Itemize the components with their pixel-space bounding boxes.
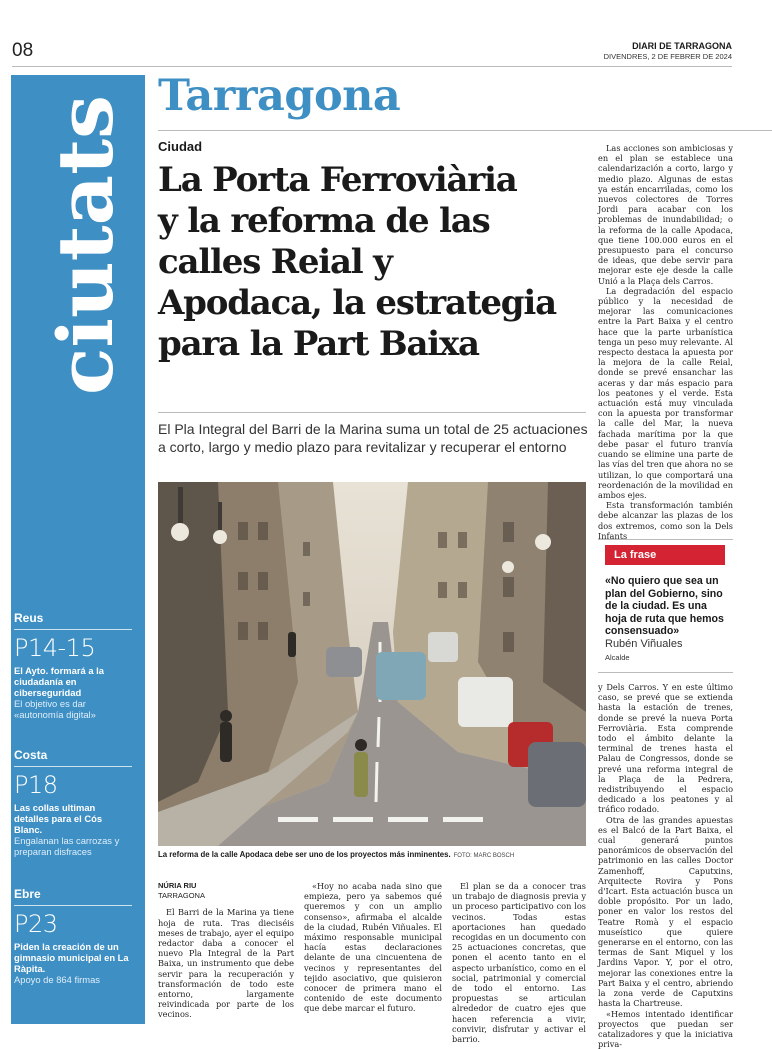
section-title-divider bbox=[158, 130, 772, 131]
body-paragraph: «Hoy no acaba nada sino que empieza, pero ya sabemos qué queremos y con un amplio consenso», afirmaba el alcalde de la ciudad, Rubén Viñuales. El máximo responsable municipal hacía estas declaraciones delante de una cincuentena de vecinos y representantes del tejido asociativo, que quisieron conocer de primera mano el contenido de este documento que debe marcar el futuro. bbox=[304, 881, 442, 1014]
sidebar-item-reus[interactable] bbox=[14, 611, 132, 720]
body-column-1 bbox=[158, 881, 294, 1020]
article-photo bbox=[158, 482, 586, 846]
section-title: Tarragona bbox=[158, 71, 400, 121]
headline-line: y la reforma de las bbox=[158, 201, 588, 242]
photo-caption bbox=[158, 850, 588, 859]
headline-line: para la Part Baixa bbox=[158, 324, 588, 365]
sidebar-region: Costa bbox=[14, 748, 132, 767]
subheadline-divider bbox=[158, 412, 586, 413]
caption-text: La reforma de la calle Apodaca debe ser uno de los proyectos más inminentes. bbox=[158, 850, 451, 859]
body-paragraph: El Barri de la Marina ya tiene hoja de ruta. Tras dieciséis meses de trabajo, ayer el equipo redactor daba a conocer el nuevo Pla Integral de la Part Baixa, un instrumento que debe servir para la recuperación y transformación de todo este entorno, largamente reivindicada por parte de los vecinos. bbox=[158, 907, 294, 1019]
section-vertical-title bbox=[14, 90, 134, 400]
article-kicker: Ciudad bbox=[158, 139, 202, 154]
body-paragraph: Las acciones son ambiciosas y en el plan se establece una calendarización a corto, largo y medio plazo. Algunas de estas ya están encarriladas, como los nuevos colectores de Torres Jordi para acabar con los problemas de inundabilidad; o la reforma de la calle Apodaca, que tiene 100.000 euros en el presupuesto para el concurso de ideas, que debe servir para mejorar este eje desde la calle Unió a la Plaça dels Carros. bbox=[598, 143, 733, 286]
photo-credit: FOTO: MARC BOSCH bbox=[454, 853, 515, 859]
author-city: TARRAGONA bbox=[158, 891, 294, 901]
quote-label: La frase bbox=[605, 545, 725, 565]
article-subheadline: El Pla Integral del Barri de la Marina suma un total de 25 actuaciones a corto, largo y medio plazo para revitalizar y recuperar el entorno bbox=[158, 420, 588, 456]
sidebar-headline: El Ayto. formará a la ciudadanía en ciberseguridad bbox=[14, 665, 132, 698]
quote-role: Alcalde bbox=[605, 653, 630, 662]
sidebar-region: Ebre bbox=[14, 887, 132, 906]
headline-line: Apodaca, la estrategia bbox=[158, 283, 588, 324]
sidebar-pages: P18 bbox=[14, 771, 132, 799]
body-column-2 bbox=[304, 881, 442, 1014]
article-headline bbox=[158, 160, 588, 365]
quote-author: Rubén Viñuales bbox=[605, 638, 682, 650]
quote-divider bbox=[598, 539, 733, 540]
body-paragraph: «Hemos intentado identificar proyectos que puedan ser catalizadores y que la iniciativa priva- bbox=[598, 1009, 733, 1049]
sidebar-item-ebre[interactable] bbox=[14, 887, 132, 985]
sidebar-region: Reus bbox=[14, 611, 132, 630]
sidebar-subtext: Apoyo de 864 firmas bbox=[14, 974, 132, 985]
sidebar-item-costa[interactable] bbox=[14, 748, 132, 857]
body-column-right-top bbox=[598, 143, 733, 541]
section-vertical-text: ciutats bbox=[41, 95, 130, 395]
page-number: 08 bbox=[12, 40, 33, 62]
headline-line: calles Reial y bbox=[158, 242, 588, 283]
sidebar-pages: P14-15 bbox=[14, 634, 132, 662]
body-paragraph: Otra de las grandes apuestas es el Balcó de la Part Baixa, el cual generará puntos panorámicos de observación del patrimonio en las calles Doctor Zamenhoff, Caputxins, Arquitecte Rovira y Pons d'Icart. Esta actuación busca un doble propósito. Por un lado, poner en valor los restos del Teatre Romà y el espacio museístico que quiere generarse en el entorno, con las termas de Sant Miquel y los Jardins Vapor. Y, por el otro, mejorar las conexiones entre la Part Baixa y el centro, abriendo la zona verde de Caputxins hasta la Chartreuse. bbox=[598, 815, 733, 1009]
publication-name: DIARI DE TARRAGONA bbox=[632, 41, 732, 51]
publication-date: DIVENDRES, 2 DE FEBRER DE 2024 bbox=[604, 52, 732, 61]
body-column-right-bottom bbox=[598, 682, 733, 1049]
body-paragraph: La degradación del espacio público y la necesidad de mejorar las comunicaciones entre la Part Baixa y el centro hace que la parte urbanística tenga un peso muy relevante. Al respecto destaca la apuesta por la mejora de la calle Reial, donde se prevé ensanchar las aceras y dar más espacio para los peatones y el verde. Esta actuación está muy vinculada con la apuesta por transformar la calle del Mar, la nueva fachada marítima por la que debe pasar el futuro tranvía cuando se elimine una parte de las vías del tren que ahora no se utilizan, lo que comportará una reordenación de la movilidad en ambos ejes. bbox=[598, 286, 733, 500]
body-column-3 bbox=[452, 881, 586, 1044]
body-paragraph: y Dels Carros. Y en este último caso, se prevé que se extienda hasta la estación de trenes, donde se prevé la nueva Porta Ferroviària. Esta comprende todo el ámbito delante la terminal de trenes hasta el Palau de Congressos, donde se prevé una reforma integral de la Plaça de la Pedrera, redistribuyendo el espacio dedicado a los peatones y al tráfico rodado. bbox=[598, 682, 733, 815]
sidebar-headline: Piden la creación de un gimnasio municipal en La Ràpita. bbox=[14, 941, 132, 974]
author-name: NÚRIA RIU bbox=[158, 881, 294, 891]
quote-text: «No quiero que sea un plan del Gobierno, sino de la ciudad. Es una hoja de ruta que hemos consensuado» bbox=[605, 575, 731, 638]
quote-divider bbox=[598, 672, 733, 673]
sidebar-subtext: El objetivo es dar «autonomía digital» bbox=[14, 698, 132, 720]
header-divider bbox=[12, 66, 732, 67]
headline-line: La Porta Ferroviària bbox=[158, 160, 588, 201]
sidebar-pages: P23 bbox=[14, 910, 132, 938]
body-paragraph: Esta transformación también debe alcanzar las plazas de los dos extremos, como son la Dels Infants bbox=[598, 500, 733, 541]
sidebar-subtext: Engalanan las carrozas y preparan disfraces bbox=[14, 835, 132, 857]
body-paragraph: El plan se da a conocer tras un trabajo de diagnosis previa y un proceso participativo con los vecinos. Todas estas aportaciones han quedado recogidas en un documento con 25 actuaciones concretas, que ponen el acento tanto en el aspecto urbanístico, como en el social, patrimonial y comercial de todo el entorno. Las propuestas se articulan alrededor de cuatro ejes que hacen referencia a vivir, convivir, disfrutar y activar el barrio. bbox=[452, 881, 586, 1044]
sidebar-headline: Las collas ultiman detalles para el Cós Blanc. bbox=[14, 802, 132, 835]
